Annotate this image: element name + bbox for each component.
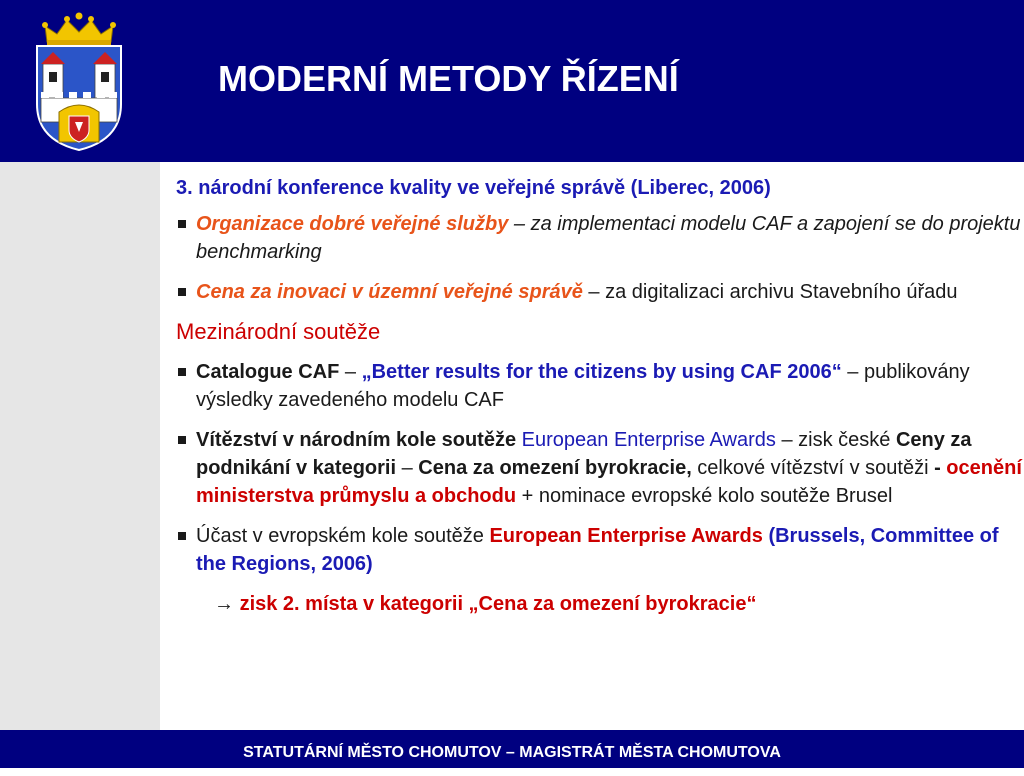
arrow-result-line [176,590,1022,618]
bullet-4-part-7: Cena za omezení byrokracie, [418,457,692,479]
bullet-4-part-1: Vítězství v národním kole soutěže [196,429,517,451]
bullet-5-part-2: European Enterprise Awards [489,525,763,547]
right-arrow-icon: → [214,593,234,615]
bullet-item-3 [176,358,1022,414]
bullet-square-icon [178,532,186,540]
bullet-2-highlight: Cena za inovaci v územní veřejné správě [196,281,583,303]
footer-bar: STATUTÁRNÍ MĚSTO CHOMUTOV – MAGISTRÁT MĚSTA CHOMUTOVA [0,730,1024,768]
bullet-4-part-11: + nominace evropské kolo soutěže Brusel [516,485,893,507]
page-title: MODERNÍ METODY ŘÍZENÍ [218,58,679,99]
bullet-1-text: – za implementaci modelu CAF a zapojení se do projektu benchmarking [196,213,1021,263]
bullet-4-part-6: – [396,457,419,479]
bullet-2-text: – za digitalizaci archivu Stavebního úřadu [582,281,958,303]
bullet-square-icon [178,368,186,376]
bullet-square-icon [178,436,186,444]
header-bar [0,0,1024,162]
section-heading: Mezinárodní soutěže [176,319,381,344]
bullet-4-part-4: – zisk české [775,429,896,451]
bullet-4-part-9: - [934,457,947,479]
slide-content [176,174,1022,618]
bullet-square-icon [178,220,186,228]
bullet-4-part-8: celkové vítězství v soutěži [691,457,935,479]
bullet-item-4 [176,426,1022,510]
bullet-4-part-3: European Enterprise Awards [521,429,776,451]
bullet-item-2 [176,278,1022,306]
bullet-3-part-2: – [339,361,362,383]
left-side-panel [0,162,160,730]
bullet-3-part-3: „Better results for the citizens by using CAF 2006“ [361,361,842,383]
bullet-square-icon [178,288,186,296]
bullet-item-1 [176,210,1022,266]
bullet-4-part-5: Ceny za podnikání v kategorii [196,429,972,479]
bullet-5-part-1: Účast v evropském kole soutěže [196,525,490,547]
city-coat-of-arms-icon [33,12,125,152]
bullet-1-highlight: Organizace dobré veřejné služby [196,213,509,235]
bullet-3-part-1: Catalogue CAF [196,361,340,383]
bullet-3-part-4: – publikovány výsledky zavedeného modelu CAF [196,361,970,411]
bullet-item-5 [176,522,1022,578]
bullet-4-part-10: ocenění ministerstva průmyslu a obchodu [196,457,1022,507]
arrow-result-text: zisk 2. místa v kategorii „Cena za omezení byrokracie“ [239,593,757,615]
intro-heading: 3. národní konference kvality ve veřejné správě (Liberec, 2006) [176,177,771,199]
bullet-5-part-3: (Brussels, Committee of the Regions, 2006) [196,525,999,575]
